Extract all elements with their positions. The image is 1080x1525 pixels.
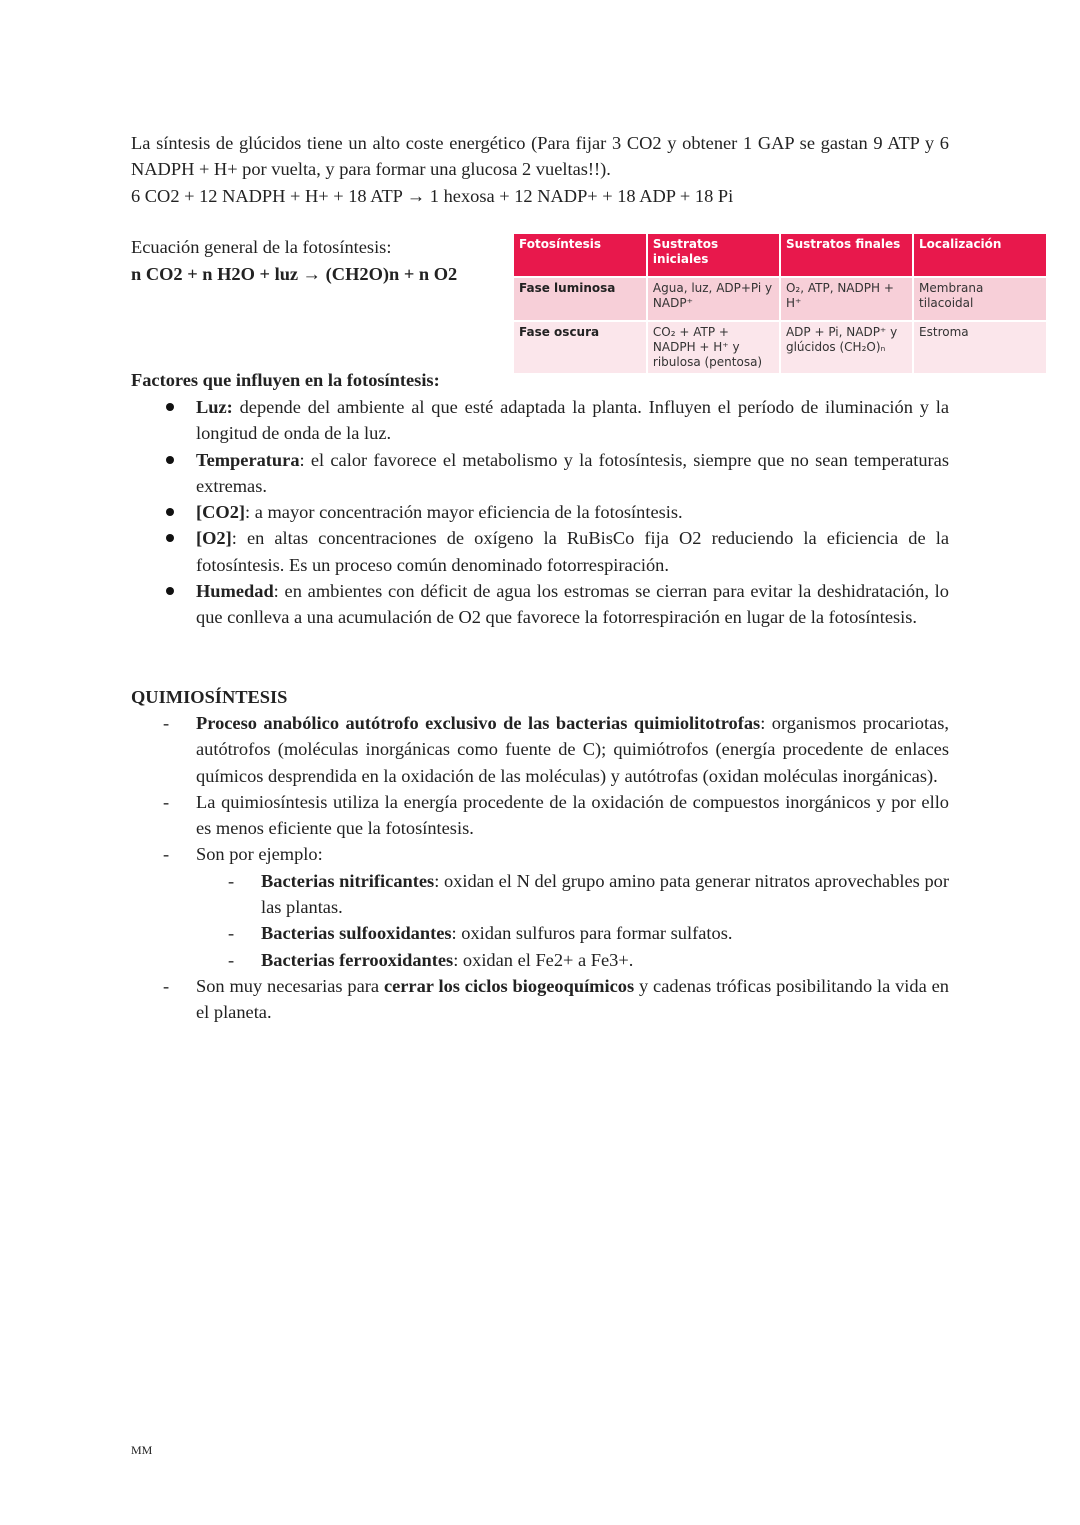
general-equation-formula: n CO2 + n H2O + luz → (CH2O)n + n O2 <box>131 264 458 284</box>
examples-list <box>196 868 949 973</box>
list-item <box>196 920 949 946</box>
list-item <box>131 447 949 500</box>
example-text: : oxidan el N del grupo amino pata generar nitratos aprovechables por las plantas. <box>261 870 949 918</box>
table-cell: Agua, luz, ADP+Pi y NADP⁺ <box>647 277 780 321</box>
hexose-equation: 6 CO2 + 12 NADPH + H+ + 18 ATP → 1 hexosa + 12 NADP+ + 18 ADP + 18 Pi <box>131 185 734 206</box>
example-term: Bacterias ferrooxidantes <box>261 949 454 970</box>
list-item <box>131 973 949 1026</box>
dash-marker: - <box>228 870 235 891</box>
factor-text: : en altas concentraciones de oxígeno la RuBisCo fija O2 reduciendo la eficiencia de la fotosíntesis. Es un proceso común denominado fotorrespiración. <box>196 528 949 575</box>
example-text: : oxidan el Fe2+ a Fe3+. <box>453 949 634 970</box>
author-initials: MM <box>131 1443 153 1457</box>
example-term: Bacterias sulfooxidantes <box>261 923 452 944</box>
cycles-text-pre: Son muy necesarias para <box>196 975 384 996</box>
table-cell: Estroma <box>913 321 1047 374</box>
table-header-row <box>514 234 1047 277</box>
list-item <box>131 841 949 972</box>
factor-term: Luz: <box>196 397 233 417</box>
cycles-text-bold: cerrar los ciclos biogeoquímicos <box>383 975 635 996</box>
table-header-cell: Fotosíntesis <box>514 234 647 277</box>
list-item <box>131 525 949 578</box>
factors-heading: Factores que influyen en la fotosíntesis: <box>131 370 440 390</box>
photosynthesis-phases-table <box>514 234 1048 375</box>
dash-marker: - <box>163 713 170 733</box>
chemosynthesis-definition-term: Proceso anabólico autótrofo exclusivo de las bacterias quimiolitotrofas <box>196 713 761 733</box>
chemosynthesis-list <box>131 710 949 1026</box>
list-item <box>131 710 949 789</box>
bullet-icon <box>166 534 174 542</box>
table-row <box>514 277 1047 321</box>
list-item <box>196 868 949 921</box>
cycles-text-post: y cadenas tróficas posibilitando la vida en el planeta. <box>196 975 949 1023</box>
factors-list <box>131 394 949 631</box>
table-cell: ADP + Pi, NADP⁺ y glúcidos (CH₂O)ₙ <box>780 321 913 374</box>
factor-text: : el calor favorece el metabolismo y la fotosíntesis, siempre que no sean temperaturas extremas. <box>196 449 949 496</box>
factor-term: Humedad <box>196 581 274 602</box>
list-item <box>131 789 949 842</box>
table-cell: CO₂ + ATP + NADPH + H⁺ y ribulosa (pentosa) <box>647 321 780 374</box>
intro-text: La síntesis de glúcidos tiene un alto coste energético (Para fijar 3 CO2 y obtener 1 GAP se gastan 9 ATP y 6 NADPH + H+ por vuelta, y para formar una glucosa 2 vueltas!!). <box>131 133 949 180</box>
bullet-icon <box>166 456 174 464</box>
factor-term: [O2] <box>196 528 232 549</box>
table-row-header: Fase oscura <box>514 321 647 374</box>
chemosynthesis-efficiency-text: La quimiosíntesis utiliza la energía procedente de la oxidación de compuestos inorgánicos y por ello es menos eficiente que la fotosíntesis. <box>196 791 949 839</box>
factor-term: [CO2] <box>196 502 246 523</box>
table-row-header: Fase luminosa <box>514 277 647 321</box>
table-cell: Membrana tilacoidal <box>913 277 1047 321</box>
list-item <box>196 947 949 973</box>
factor-term: Temperatura <box>196 449 300 470</box>
bullet-icon <box>166 508 174 516</box>
dash-marker: - <box>163 791 170 812</box>
table-header-cell: Sustratos finales <box>780 234 913 277</box>
chemosynthesis-heading: QUIMIOSÍNTESIS <box>131 687 288 707</box>
factor-text: depende del ambiente al que esté adaptada la planta. Influyen el período de iluminación y la longitud de onda de la luz. <box>196 397 949 444</box>
table-header-cell: Localización <box>913 234 1047 277</box>
list-item <box>131 499 949 525</box>
table-cell: O₂, ATP, NADPH + H⁺ <box>780 277 913 321</box>
dash-marker: - <box>163 975 170 996</box>
factor-text: : a mayor concentración mayor eficiencia de la fotosíntesis. <box>245 502 683 523</box>
dash-marker: - <box>163 844 170 865</box>
list-item <box>131 394 949 447</box>
list-item <box>131 578 949 631</box>
examples-intro: Son por ejemplo: <box>196 844 323 865</box>
example-term: Bacterias nitrificantes <box>261 870 435 891</box>
dash-marker: - <box>228 949 235 970</box>
bullet-icon <box>166 403 174 411</box>
general-equation-label: Ecuación general de la fotosíntesis: <box>131 237 392 257</box>
bullet-icon <box>166 587 174 595</box>
table-header-cell: Sustratos iniciales <box>647 234 780 277</box>
example-text: : oxidan sulfuros para formar sulfatos. <box>451 923 733 944</box>
factor-text: : en ambientes con déficit de agua los estromas se cierran para evitar la deshidratación, lo que conlleva a una acumulación de O2 que favorece la fotorrespiración en lugar de la fotosíntesis. <box>196 581 949 628</box>
dash-marker: - <box>228 923 235 944</box>
chemosynthesis-definition-text: : organismos procariotas, autótrofos (moléculas inorgánicas como fuente de C); quimiótrofos (energía procedente de enlaces químicos desprendida en la oxidación de las moléculas) y autótrofas (oxidan moléculas inorgánicas). <box>196 713 949 786</box>
intro-paragraph <box>131 130 949 209</box>
